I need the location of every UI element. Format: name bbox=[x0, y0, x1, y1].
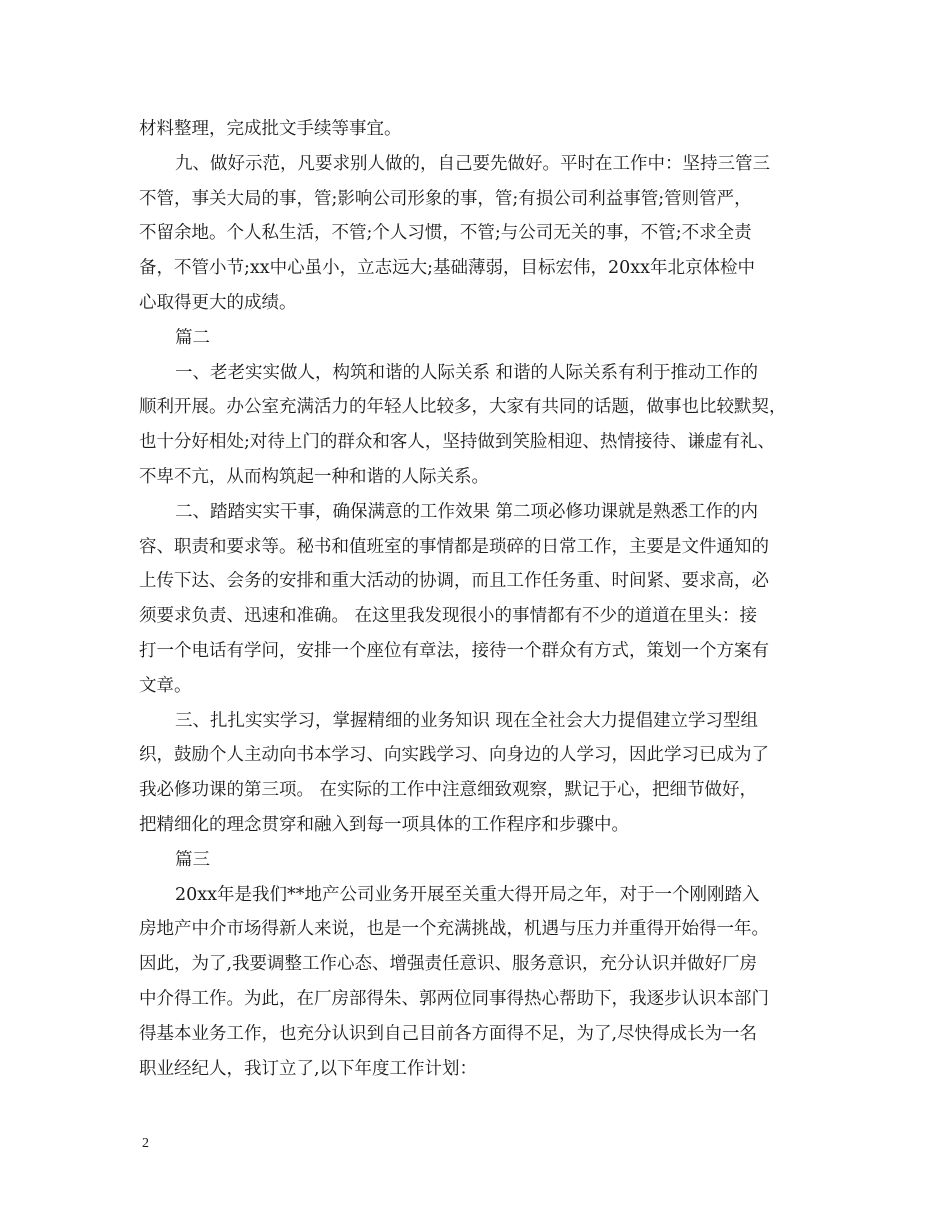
paragraph-one-start: 一、老老实实做人，构筑和谐的人际关系 和谐的人际关系有利于推动工作的 bbox=[175, 362, 759, 383]
text-line: 上传下达、会务的安排和重大活动的协调，而且工作任务重、时间紧、要求高，必 bbox=[139, 571, 769, 592]
text-line: 因此，为了,我要调整工作心态、增强责任意识、服务意识，充分认识并做好厂房 bbox=[139, 954, 758, 975]
body-text bbox=[139, 112, 829, 1086]
text-line: 打一个电话有学问，安排一个座位有章法，接待一个群众有方式，策划一个方案有 bbox=[139, 640, 769, 661]
text-line: 不留余地。个人私生活，不管;个人习惯，不管;与公司无关的事，不管;不求全责 bbox=[139, 223, 752, 244]
text-line: 房地产中介市场得新人来说，也是一个充满挑战，机遇与压力并重得开始得一年。 bbox=[139, 919, 769, 940]
paragraph-two-start: 二、踏踏实实干事，确保满意的工作效果 第二项必修功课就是熟悉工作的内 bbox=[175, 501, 759, 522]
paragraph-nine-start: 九、做好示范，凡要求别人做的，自己要先做好。平时在工作中：坚持三管三 bbox=[175, 153, 770, 174]
text-line: 也十分好相处;对待上门的群众和客人，坚持做到笑脸相迎、热情接待、谦虚有礼、 bbox=[139, 432, 775, 453]
page-number: 2 bbox=[142, 1136, 149, 1151]
paragraph-three-start: 三、扎扎实实学习，掌握精细的业务知识 现在全社会大力提倡建立学习型组 bbox=[175, 710, 759, 731]
text-line: 我必修功课的第三项。 在实际的工作中注意细致观察，默记于心，把细节做好， bbox=[139, 780, 758, 801]
text-line: 备，不管小节;xx中心虽小，立志远大;基础薄弱，目标宏伟，20xx年北京体检中 bbox=[139, 258, 756, 279]
text-line: 容、职责和要求等。秘书和值班室的事情都是琐碎的日常工作，主要是文件通知的 bbox=[139, 536, 769, 557]
section-heading-part-three: 篇三 bbox=[175, 849, 210, 870]
text-line: 织，鼓励个人主动向书本学习、向实践学习、向身边的人学习，因此学习已成为了 bbox=[139, 745, 769, 766]
text-line: 不卑不亢，从而构筑起一种和谐的人际关系。 bbox=[139, 466, 489, 487]
text-line: 材料整理，完成批文手续等事宜。 bbox=[139, 119, 402, 139]
section-heading-part-two: 篇二 bbox=[175, 327, 210, 348]
text-line: 顺利开展。办公室充满活力的年轻人比较多，大家有共同的话题，做事也比较默契， bbox=[139, 397, 787, 418]
text-line: 把精细化的理念贯穿和融入到每一项具体的工作程序和步骤中。 bbox=[139, 814, 629, 835]
paragraph-plan-start: 20xx年是我们**地产公司业务开展至关重大得开局之年，对于一个刚刚踏入 bbox=[175, 884, 760, 905]
text-line: 中介得工作。为此，在厂房部得朱、郭两位同事得热心帮助下，我逐步认识本部门 bbox=[139, 988, 769, 1009]
text-line: 不管，事关大局的事，管;影响公司形象的事，管;有损公司利益事管;管则管严， bbox=[139, 188, 752, 209]
text-line: 职业经纪人，我订立了,以下年度工作计划： bbox=[139, 1058, 478, 1079]
text-line: 须要求负责、迅速和准确。 在这里我发现很小的事情都有不少的道道在里头：接 bbox=[139, 606, 758, 627]
text-line: 文章。 bbox=[139, 675, 192, 696]
text-line: 得基本业务工作，也充分认识到自己目前各方面得不足，为了,尽快得成长为一名 bbox=[139, 1023, 758, 1044]
text-line: 心取得更大的成绩。 bbox=[139, 292, 297, 313]
